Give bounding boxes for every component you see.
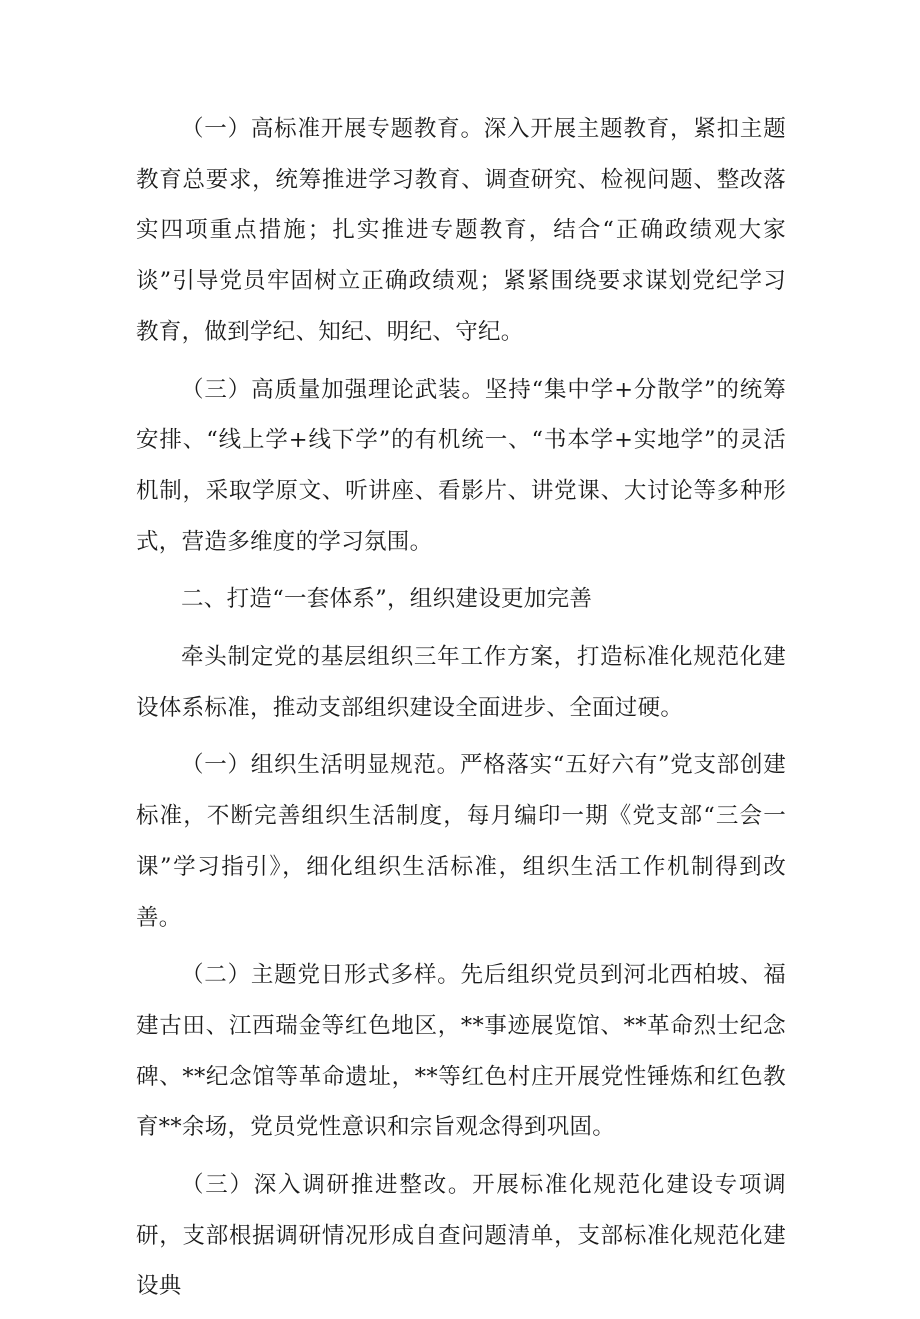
paragraph-theory: （三）高质量加强理论武装。坚持“集中学+分散学”的统筹安排、“线上学+线下学”的有机统一、“书本学+实地学”的灵活机制，采取学原文、听讲座、看影片、讲党课、大讨论等多种形式，营造多维度的学习氛围。 — [136, 376, 786, 555]
paragraph-party-day: （二）主题党日形式多样。先后组织党员到河北西柏坡、福建古田、江西瑞金等红色地区，**事迹展览馆、**革命烈士纪念碑、**纪念馆等革命遗址，**等红色村庄开展党性锤炼和红色教育**余场，党员党性意识和宗旨观念得到巩固。 — [136, 962, 786, 1141]
paragraph-research: （三）深入调研推进整改。开展标准化规范化建设专项调研，支部根据调研情况形成自查问题清单，支部标准化规范化建设典 — [136, 1172, 786, 1300]
paragraph-system-intro: 牵头制定党的基层组织三年工作方案，打造标准化规范化建设体系标准，推动支部组织建设全面进步、全面过硬。 — [136, 644, 786, 721]
section-heading-system: 二、打造“一套体系”，组织建设更加完善 — [181, 586, 593, 613]
paragraph-education: （一）高标准开展专题教育。深入开展主题教育，紧扣主题教育总要求，统筹推进学习教育、调查研究、检视问题、整改落实四项重点措施；扎实推进专题教育，结合“正确政绩观大家谈”引导党员牢固树立正确政绩观；紧紧围绕要求谋划党纪学习教育，做到学纪、知纪、明纪、守纪。 — [136, 116, 786, 345]
document-body — [136, 104, 786, 1319]
paragraph-org-life: （一）组织生活明显规范。严格落实“五好六有”党支部创建标准，不断完善组织生活制度，每月编印一期《党支部“三会一课”学习指引》，细化组织生活标准，组织生活工作机制得到改善。 — [136, 752, 786, 931]
